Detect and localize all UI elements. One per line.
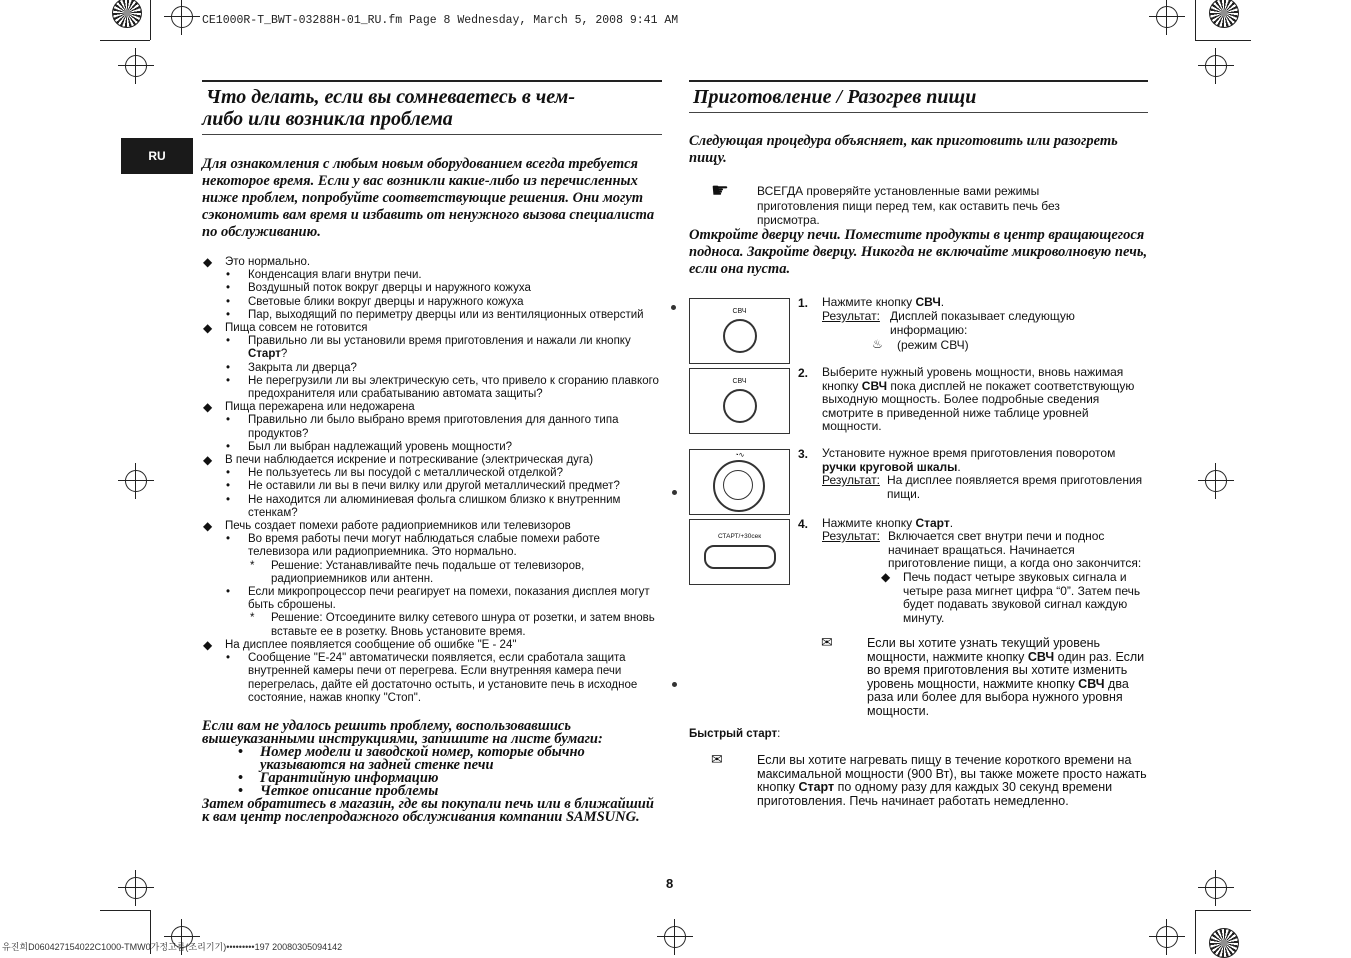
title-rule [202, 80, 662, 82]
start-button-label: СТАРТ/+30сек [717, 533, 762, 540]
step-3-result: На дисплее появляется время приготовления пищи. [887, 473, 1143, 501]
diamond-bullet-icon: ◆ [881, 570, 891, 584]
color-target-icon [112, 0, 142, 28]
microwave-button-label: СВЧ [732, 378, 747, 385]
microwave-button-icon [723, 389, 757, 423]
microwave-mode-text: (режим СВЧ) [897, 338, 969, 352]
color-target-icon [1209, 0, 1239, 28]
registration-mark-icon [1205, 55, 1227, 77]
right-intro: Следующая процедура объясняет, как приготовить или разогреть пищу. [689, 133, 1118, 166]
step-number: 4. [798, 517, 809, 531]
dial-inner-icon [723, 470, 753, 500]
registration-mark-icon [1156, 926, 1178, 948]
problem-check-item: • Правильно ли было выбрано время приготовления для данного типа продуктов? [202, 414, 662, 440]
crop-mark [150, 0, 151, 40]
step-2-text: Выберите нужный уровень мощности, вновь нажимая кнопку СВЧ пока дисплей не покажет соответствующую выходную мощность. Более подробные сведения смотрите в приведенной ниже таблице уровней мощности. [822, 365, 1135, 433]
problem-heading: ◆ Печь создает помехи работе радиоприемников или телевизоров [202, 520, 662, 533]
step-1-result: Дисплей показывает следующую информацию: [890, 309, 1075, 337]
crop-mark [100, 910, 150, 911]
problem-solution: * Решение: Отсоедините вилку сетевого шнура от розетки, и затем вновь вставьте ее в розетку. Вновь установите время. [202, 612, 662, 638]
problem-check-item: • Конденсация влаги внутри печи. [202, 269, 662, 282]
step-3-text: Установите нужное время приготовления поворотом ручки круговой шкалы. [822, 446, 1116, 474]
registration-mark-icon [125, 55, 147, 77]
closing-line1: Если вам не удалось решить проблему, воспользовавшись [202, 718, 571, 734]
start-button-icon [704, 545, 776, 569]
step-4-text: Нажмите кнопку Старт. [822, 516, 954, 530]
closing-item: • Четкое описание проблемы [202, 785, 662, 798]
closing-end: Затем обратитесь в магазин, где вы покупали печь или в ближайший к вам центр послепродажного обслуживания компании SAMSUNG. [202, 796, 654, 825]
registration-mark-icon [125, 877, 147, 899]
problem-check-item: • Не оставили ли вы в печи вилку или другой металлический предмет? [202, 480, 662, 493]
left-title-line2: либо или возникла проблема [202, 108, 453, 130]
result-label: Результат: [822, 529, 880, 543]
closing-item: • Гарантийную информацию [202, 772, 662, 785]
problem-heading: ◆ Пища пережарена или недожарена [202, 401, 662, 414]
problem-check-item: • Световые блики вокруг дверцы и наружного кожуха [202, 296, 662, 309]
margin-dot [672, 682, 677, 687]
left-intro: Для ознакомления с любым новым оборудованием всегда требуется некоторое время. Если у вас возникли какие-либо из перечисленных ниже проблем, попробуйте соответствующие решения. Они могут сэкономить вам время и избавить от ненужного вызова специалиста по обслуживанию. [202, 156, 655, 240]
step-1-text: Нажмите кнопку СВЧ. [822, 295, 945, 309]
problem-check-item: • Был ли выбран надлежащий уровень мощности? [202, 441, 662, 454]
start-button-illustration [689, 519, 790, 585]
title-underline [689, 112, 1148, 113]
problem-heading: ◆ Пища совсем не готовится [202, 322, 662, 335]
pointing-hand-icon: ☛ [711, 180, 729, 202]
title-rule [689, 80, 1148, 82]
title-underline [202, 134, 662, 135]
problem-check-item: • Если микропроцессор печи реагирует на помехи, показания дисплея могут быть сброшены. [202, 586, 662, 612]
microwave-button-illustration [689, 298, 790, 364]
quick-start-text: Если вы хотите нагревать пищу в течение короткого времени на максимальной мощности (900 Вт), вы также можете просто нажать кнопку Старт по одному разу для каждых 30 секунд времени приготовления. Печь начинает работать немедленно. [757, 753, 1147, 809]
crop-mark [1195, 40, 1251, 41]
language-tab: RU [121, 138, 193, 174]
microwave-button-icon [723, 319, 757, 353]
problem-check-item: • Сообщение "E-24" автоматически появляется, если сработала защита внутренней камеры печи от перегрева. Если внутренняя камера печи перегрелась, дайте ей достаточно остыть, и установите печь в исходное состояние, нажав кнопку "Стоп". [202, 652, 662, 705]
step-number: 2. [798, 366, 809, 380]
registration-mark-icon [1205, 470, 1227, 492]
closing-item: • Номер модели и заводской номер, которые обычно указываются на задней стенке печи [202, 746, 662, 772]
margin-dot [671, 305, 676, 310]
step-4-sub: Печь подаст четыре звуковых сигнала и четыре раза мигнет цифра “0”. Затем печь будет подавать звуковой сигнал каждую минуту. [903, 570, 1141, 625]
microwave-mode-icon: ♨ [872, 337, 883, 351]
result-label: Результат: [822, 309, 880, 323]
note-icon: ✉ [821, 634, 833, 650]
right-title: Приготовление / Разогрев пищи [693, 86, 977, 108]
file-header: CE1000R-T_BWT-03288H-01_RU.fm Page 8 Wednesday, March 5, 2008 9:41 AM [202, 14, 679, 27]
dial-illustration [689, 449, 790, 515]
step-number: 3. [798, 447, 809, 461]
step-number: 1. [798, 296, 809, 310]
problem-heading: ◆ Это нормально. [202, 256, 662, 269]
registration-mark-icon [664, 926, 686, 948]
result-label: Результат: [822, 473, 880, 487]
problem-check-item: • Закрыта ли дверца? [202, 362, 662, 375]
page-number: 8 [666, 876, 674, 891]
problem-check-item: • Пар, выходящий по периметру дверцы или из вентиляционных отверстий [202, 309, 662, 322]
registration-mark-icon [171, 6, 193, 28]
problem-list [202, 256, 662, 705]
step-4-result: Включается свет внутри печи и поднос начинает вращаться. Начинается приготовление пищи, а когда оно закончится: [888, 529, 1142, 570]
problem-check-item: • Правильно ли вы установили время приготовления и нажали ли кнопку Старт? [202, 335, 662, 361]
problem-solution: * Решение: Устанавливайте печь подальше от телевизоров, радиоприемников или антенн. [202, 560, 662, 586]
crop-mark [1195, 0, 1196, 40]
problem-check-item: • Не находится ли алюминиевая фольга слишком близко к внутренним стенкам? [202, 494, 662, 520]
registration-mark-icon [1205, 877, 1227, 899]
print-footer: 유진희D060427154022C1000-TMW0가정고름(조리기기)•••••••••197 20080305094142 [2, 942, 343, 952]
microwave-button-label: СВЧ [732, 308, 747, 315]
safety-note: ВСЕГДА проверяйте установленные вами режимы приготовления пищи перед тем, как оставить печь без присмотра. [757, 184, 1060, 227]
dial-label-icon: ◔∿ [734, 452, 745, 459]
note-icon: ✉ [711, 751, 723, 767]
registration-mark-icon [125, 470, 147, 492]
closing-block [202, 720, 662, 824]
power-level-tip: Если вы хотите узнать текущий уровень мощности, нажмите кнопку СВЧ один раз. Если во время приготовления вы хотите изменить уровень мощности, нажмите кнопку СВЧ два раза или более для выбора нужного уровня мощности. [867, 636, 1145, 718]
left-title [202, 86, 662, 130]
left-title-line1: Что делать, если вы сомневаетесь в чем- [206, 86, 576, 108]
problem-check-item: • Не перегрузили ли вы электрическую сеть, что привело к сгоранию плавкого предохранителя или срабатыванию автомата защиты? [202, 375, 662, 401]
crop-mark [100, 40, 150, 41]
crop-mark [1195, 910, 1251, 911]
problem-heading: ◆ В печи наблюдается искрение и потрескивание (электрическая дуга) [202, 454, 662, 467]
closing-line2: вышеуказанными инструкциями, запишите на листе бумаги: [202, 731, 603, 747]
problem-check-item: • Воздушный поток вокруг дверцы и наружного кожуха [202, 282, 662, 295]
crop-mark [1195, 910, 1196, 954]
open-door-instruction: Откройте дверцу печи. Поместите продукты в центр вращающегося подноса. Закройте дверцу. Никогда не включайте микроволновую печь, если она пуста. [689, 227, 1148, 277]
problem-heading: ◆ На дисплее появляется сообщение об ошибке "E - 24" [202, 639, 662, 652]
margin-dot [672, 490, 677, 495]
problem-check-item: • Не пользуетесь ли вы посудой с металлической отделкой? [202, 467, 662, 480]
problem-check-item: • Во время работы печи могут наблюдаться слабые помехи работе телевизора или радиоприемника. Это нормально. [202, 533, 662, 559]
registration-mark-icon [1156, 6, 1178, 28]
microwave-button-illustration [689, 368, 790, 434]
quick-start-heading: Быстрый старт: [689, 728, 781, 740]
